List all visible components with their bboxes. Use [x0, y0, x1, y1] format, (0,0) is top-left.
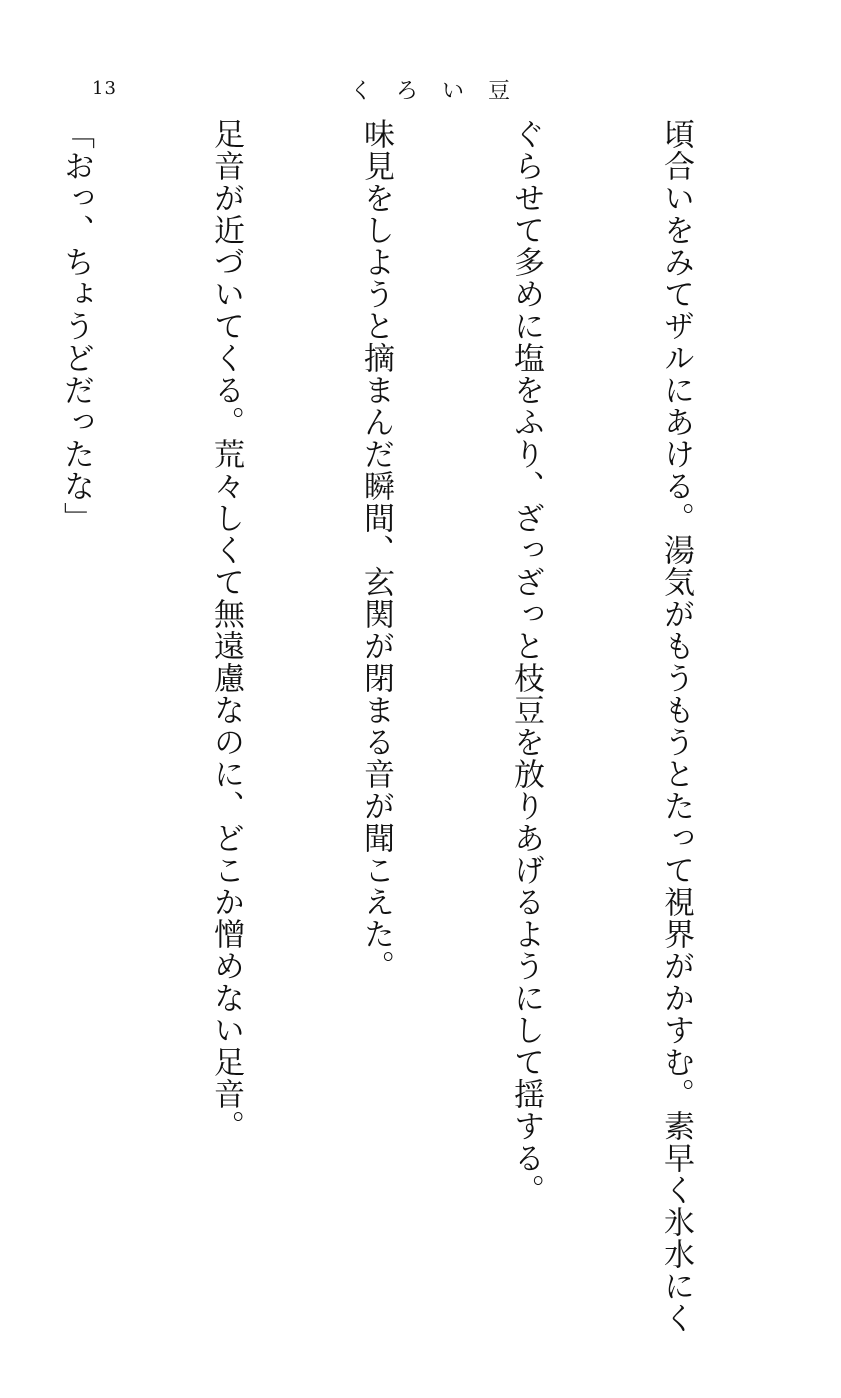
text-line: 足音が近づいてくる。荒々しくて無遠慮なのに、どこか憎めない足音。 [208, 118, 244, 1142]
page-number: 13 [92, 78, 117, 99]
body-text [58, 118, 801, 1334]
text-line: 味見をしようと摘まんだ瞬間、玄関が閉まる音が聞こえた。 [358, 118, 394, 982]
text-line: 「おっ、ちょうどだったな」 [58, 118, 94, 534]
text-line: ぐらせて多めに塩をふり、ざっざっと枝豆を放りあげるようにして揺する。 [508, 118, 544, 1206]
running-title: くろい豆 [350, 79, 535, 104]
text-line: 頃合いをみてザルにあける。湯気がもうもうとたって視界がかすむ。素早く氷水にく [658, 118, 694, 1334]
